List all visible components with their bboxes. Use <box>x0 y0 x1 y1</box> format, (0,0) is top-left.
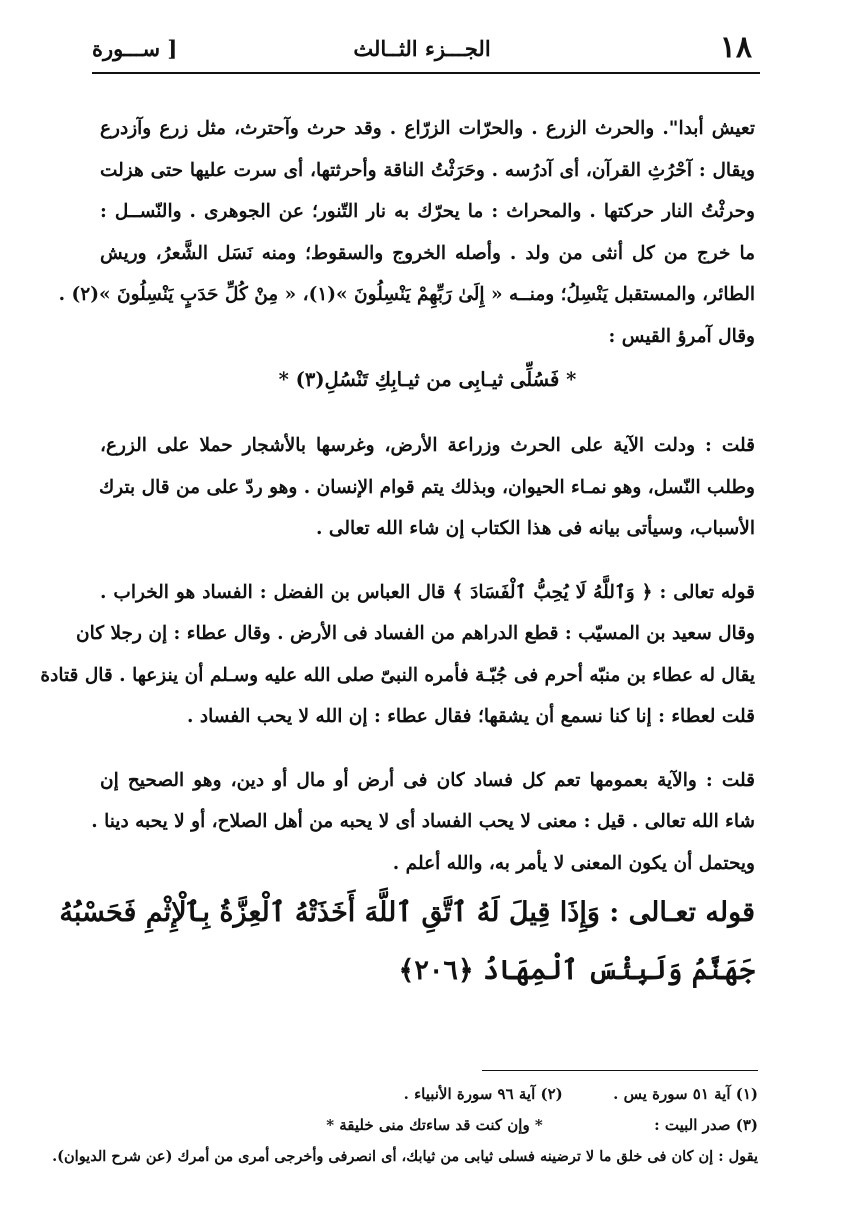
footnotes <box>52 1079 758 1172</box>
quran-verse-line: قوله تعـالى : وَإِذَا قِيلَ لَهُ ٱتَّقِ ٱللَّهَ أَخَذَتْهُ ٱلْعِزَّةُ بِٱلْإِثْمِ فَحَسْبُهُ <box>59 897 755 928</box>
quran-verse-line: جَهَنَّمُ وَلَبِئْسَ ٱلْمِهَادُ ﴿٢٠٦﴾ <box>398 955 755 986</box>
text-line: ويحتمل أن يكون المعنى لا يأمر به، والله أعلم . <box>392 852 755 874</box>
footnote-line <box>88 1110 758 1141</box>
page-number: ١٨ <box>719 30 752 65</box>
poem-line: * فَسُلِّى ثيـابِى من ثيـابِكِ تَنْسُلِ(٣) * <box>278 368 577 391</box>
surah-label: [ ســـورة <box>92 36 178 61</box>
text-line: تعيش أبدا". والحرث الزرع . والحرّات الزرّاع . وقد حرث وآحترث، مثل زرع وآزدرع <box>100 118 755 139</box>
footnote-line <box>88 1079 758 1110</box>
paragraph-gap <box>100 550 755 572</box>
running-head <box>92 30 752 70</box>
footnote-1: (١) آية ٥١ سورة يس . <box>613 1085 758 1103</box>
text-line: ما خرج من كل أنثى من ولد . وأصله الخروج والسقوط؛ ومنه نَسَل الشَّعرُ، وريش <box>100 242 755 264</box>
text-line: يقال له عطاء بن منبّه أحرم فى جُبّـة فأمره النبىّ صلى الله عليه وسـلم أن ينزعها . قال قتادة <box>40 664 755 686</box>
text-line: وحرثْتُ النار حركتها . والمحراث : ما يحرّك به نار التّنور؛ عن الجوهرى . والنّســل : <box>100 201 755 222</box>
text-line: الأسباب، وسيأتى بيانه فى هذا الكتاب إن شاء الله تعالى . <box>316 518 755 539</box>
text-line: ويقال : آحْرُثِ القرآن، أى آدرُسه . وحَرَثْتُ الناقة وأحرثتها، أى سرت عليها حتى هزلت <box>100 159 755 181</box>
header-rule <box>92 72 760 74</box>
footnote-rule <box>482 1070 758 1071</box>
text-line: قلت : ودلت الآية على الحرث وزراعة الأرض، وغرسها بالأشجار حملا على الزرع، <box>100 435 755 456</box>
text-line: الطائر، والمستقبل يَنْسِلُ؛ ومنــه « إِلَىٰ رَبِّهِمْ يَنْسِلُونَ »(١)، « مِنْ كُلِّ حَدَبٍ يَنْسِلُونَ »(٢) . <box>58 284 755 305</box>
footnote-3-label: (٣) صدر البيت : <box>654 1116 758 1134</box>
footnote-3-verse: * وإن كنت قد ساءتك منى خليقة * <box>326 1116 543 1134</box>
text-line: وقال سعيد بن المسيّب : قطع الدراهم من الفساد فى الأرض . وقال عطاء : إن رجلا كان <box>76 623 755 644</box>
body-text <box>40 108 755 1000</box>
footnote-2: (٢) آية ٩٦ سورة الأنبياء . <box>403 1085 563 1103</box>
text-line: وقال آمرؤ القيس : <box>608 325 755 347</box>
text-line: قلت : والآية بعمومها تعم كل فساد كان فى أرض أو مال أو دين، وهو الصحيح إن <box>100 769 755 791</box>
text-line: قوله تعالى : ﴿ وَٱللَّهُ لَا يُحِبُّ ٱلْفَسَادَ ﴾ قال العباس بن الفضل : الفساد هو الخراب . <box>100 581 755 603</box>
text-line: قلت لعطاء : إنا كنا نسمع أن يشقها؛ فقال عطاء : إن الله لا يحب الفساد . <box>187 706 755 727</box>
paragraph-gap <box>100 738 755 760</box>
part-title: الجـــزء الثــالث <box>353 36 491 61</box>
text-line: وطلب النّسل، وهو نمـاء الحيوان، وبذلك يتم قوام الإنسان . وهو ردّ على من قال بترك <box>99 476 755 498</box>
paragraph-gap <box>100 403 755 425</box>
footnote-commentary: يقول : إن كان فى خلق ما لا ترضينه فسلى ثيابى من ثيابك، أى انصرفى وأخرجى أمرى من أمرك (عن شرح الديوان). <box>52 1148 758 1165</box>
text-line: شاء الله تعالى . قيل : معنى لا يحب الفساد أى لا يحبه من أهل الصلاح، أو لا يحبه دينا . <box>91 811 755 832</box>
